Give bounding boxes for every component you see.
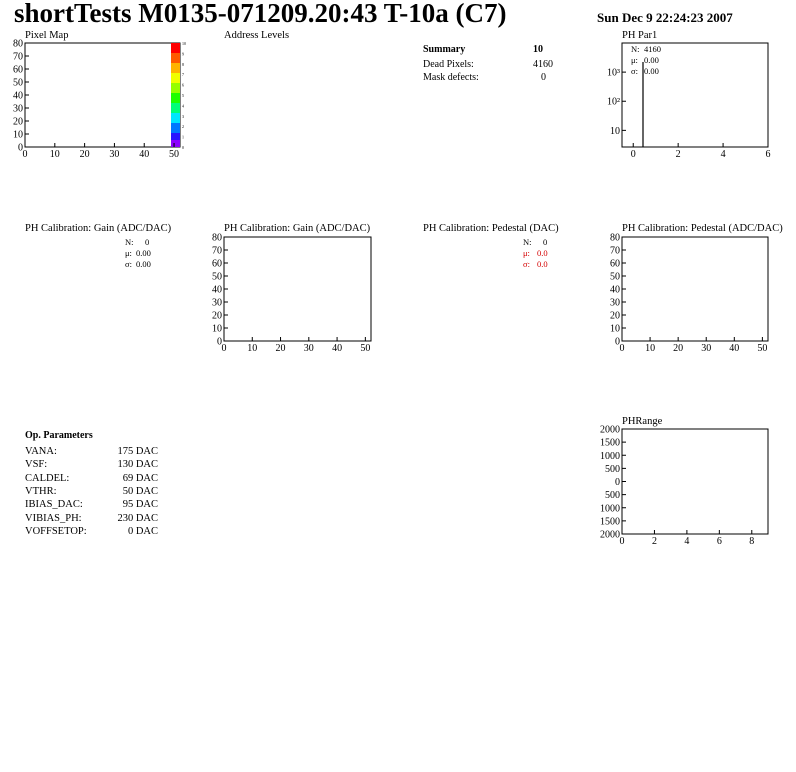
ph-par1-stat-sigma-label: σ: — [631, 66, 638, 76]
x-tick-label: 10 — [247, 343, 258, 354]
op-param-value: 50 DAC — [122, 485, 158, 497]
pedestal-stat-mu-label: μ: — [523, 248, 530, 258]
x-tick-label: 30 — [109, 149, 120, 160]
x-tick-label: 0 — [619, 536, 625, 547]
y-tick-label: 60 — [610, 258, 620, 270]
mask-defects-value: 0 — [541, 72, 546, 83]
x-tick-label: 0 — [619, 343, 625, 354]
y-tick-label: 50 — [13, 77, 23, 89]
gain-map-chart — [200, 230, 400, 356]
y-tick-label: 2000 — [600, 424, 620, 436]
ph-par1-title: PH Par1 — [622, 30, 658, 41]
ph-par1-stat-n-value: 4160 — [644, 44, 661, 54]
x-tick-label: 10 — [49, 149, 60, 160]
x-tick-label: 40 — [139, 149, 150, 160]
colorbar-label: 10 — [182, 41, 186, 46]
y-tick-label: 1000 — [600, 503, 620, 515]
y-tick-label: 70 — [212, 245, 222, 257]
x-tick-label: 40 — [729, 343, 740, 354]
y-tick-label: 20 — [13, 116, 23, 128]
dead-pixels-value: 4160 — [533, 59, 553, 70]
ph-range-frame — [622, 429, 768, 534]
y-tick-label: 60 — [212, 258, 222, 270]
ph-par1-stat-mu-value: 0.00 — [644, 55, 659, 65]
gain-hist-title: PH Calibration: Gain (ADC/DAC) — [25, 223, 172, 234]
y-tick-label: 0 — [615, 477, 620, 488]
x-tick-label: 10 — [645, 343, 656, 354]
y-tick-label: 2000 — [600, 529, 620, 541]
pedestal-map-frame — [622, 237, 768, 341]
x-tick-label: 20 — [673, 343, 684, 354]
x-tick-label: 30 — [303, 343, 314, 354]
op-param-value: 0 DAC — [127, 525, 158, 537]
colorbar-label: 4 — [182, 103, 184, 109]
x-tick-label: 0 — [221, 343, 227, 354]
op-params-title: Op. Parameters — [25, 430, 93, 441]
y-tick-label: 10 — [13, 129, 23, 141]
y-tick-label: 70 — [610, 245, 620, 257]
gain-stat-mu-label: μ: — [125, 248, 132, 258]
x-tick-label: 50 — [757, 343, 768, 354]
op-param-label: VTHR: — [25, 485, 57, 497]
x-tick-label: 40 — [332, 343, 343, 354]
y-tick-label: 30 — [610, 297, 620, 309]
op-param-label: CALDEL: — [25, 472, 70, 484]
op-param-value: 230 DAC — [117, 512, 158, 524]
y-tick-label: 20 — [212, 310, 222, 322]
op-param-label: VSF: — [25, 459, 48, 471]
y-tick-label: 10 — [610, 323, 620, 335]
y-tick-label: 0 — [217, 336, 222, 348]
y-tick-label: 50 — [610, 271, 620, 283]
x-tick-label: 30 — [701, 343, 712, 354]
y-tick-label: 60 — [13, 64, 23, 76]
colorbar-label: 3 — [182, 113, 184, 119]
y-tick-label: 10² — [607, 96, 620, 108]
x-tick-label: 50 — [360, 343, 371, 354]
summary-value: 10 — [533, 44, 543, 55]
mask-defects-label: Mask defects: — [423, 72, 479, 83]
pedestal-stat-mu-value: 0.0 — [537, 248, 548, 258]
address-levels-title: Address Levels — [224, 30, 290, 41]
gain-map-frame — [224, 237, 371, 341]
pedestal-stat-sigma-value: 0.0 — [537, 259, 548, 269]
x-tick-label: 0 — [22, 149, 28, 160]
colorbar-label: 6 — [182, 82, 184, 88]
y-tick-label: 10 — [610, 125, 620, 137]
pixel-map-title: Pixel Map — [25, 30, 69, 41]
summary-title: Summary — [423, 44, 466, 55]
gain-stat-sigma-label: σ: — [125, 259, 132, 269]
op-param-value: 175 DAC — [117, 446, 158, 457]
dead-pixels-label: Dead Pixels: — [423, 59, 474, 70]
y-tick-label: 10³ — [607, 67, 620, 79]
y-tick-label: 1500 — [600, 516, 620, 528]
pedestal-stat-n-value: 0 — [543, 237, 548, 247]
y-tick-label: 80 — [212, 232, 222, 244]
y-tick-label: 500 — [605, 490, 620, 502]
y-tick-label: 500 — [605, 463, 620, 475]
ph-par1-stat-sigma-value: 0.00 — [644, 66, 659, 76]
x-tick-label: 6 — [765, 149, 771, 160]
ph-par1-stat-n-label: N: — [631, 44, 640, 54]
pixel-map-colorbar — [171, 43, 180, 147]
op-param-label: VANA: — [25, 446, 57, 457]
op-param-label: VOFFSETOP: — [25, 525, 87, 537]
y-tick-label: 80 — [13, 38, 23, 50]
x-tick-label: 6 — [716, 536, 722, 547]
y-tick-label: 70 — [13, 51, 23, 63]
ph-range-title: PHRange — [622, 416, 663, 427]
ph-par1-chart — [600, 36, 796, 162]
page-title: shortTests M0135-071209.20:43 T-10a (C7) — [14, 0, 507, 28]
x-tick-label: 0 — [630, 149, 636, 160]
colorbar-label: 0 — [182, 145, 184, 150]
colorbar-label: 1 — [182, 134, 184, 140]
y-tick-label: 0 — [18, 142, 23, 154]
x-tick-label: 4 — [720, 149, 726, 160]
op-param-value: 130 DAC — [117, 459, 158, 471]
pedestal-hist-title: PH Calibration: Pedestal (DAC) — [423, 223, 559, 234]
y-tick-label: 40 — [212, 284, 222, 296]
pedestal-stat-sigma-label: σ: — [523, 259, 530, 269]
y-tick-label: 80 — [610, 232, 620, 244]
gain-stat-sigma-value: 0.00 — [136, 259, 151, 269]
op-param-value: 69 DAC — [122, 472, 158, 484]
op-param-value: 95 DAC — [122, 499, 158, 511]
colorbar-label: 2 — [182, 124, 184, 130]
pedestal-map-title: PH Calibration: Pedestal (ADC/DAC) — [622, 223, 783, 234]
x-tick-label: 50 — [169, 149, 180, 160]
pedestal-map-chart — [598, 230, 796, 356]
pixel-map-frame — [25, 43, 180, 147]
y-tick-label: 20 — [610, 310, 620, 322]
ph-range-chart — [596, 422, 796, 548]
op-param-label: IBIAS_DAC: — [25, 499, 83, 511]
y-tick-label: 40 — [610, 284, 620, 296]
date-stamp: Sun Dec 9 22:24:23 2007 — [597, 10, 733, 25]
colorbar-label: 5 — [182, 93, 184, 98]
x-tick-label: 4 — [684, 536, 690, 547]
x-tick-label: 20 — [275, 343, 286, 354]
colorbar-label: 7 — [182, 72, 184, 78]
gain-map-title: PH Calibration: Gain (ADC/DAC) — [224, 223, 371, 234]
y-tick-label: 1000 — [600, 450, 620, 462]
pixel-map-chart — [0, 36, 200, 162]
x-tick-label: 8 — [749, 536, 755, 547]
y-tick-label: 40 — [13, 90, 23, 102]
op-param-label: VIBIAS_PH: — [25, 512, 82, 524]
pedestal-stat-n-label: N: — [523, 237, 532, 247]
colorbar-label: 8 — [182, 61, 184, 67]
y-tick-label: 0 — [615, 336, 620, 348]
x-tick-label: 2 — [651, 536, 657, 547]
gain-stat-n-value: 0 — [145, 237, 150, 247]
x-tick-label: 20 — [79, 149, 90, 160]
y-tick-label: 30 — [212, 297, 222, 309]
colorbar-label: 9 — [182, 51, 184, 57]
y-tick-label: 1500 — [600, 437, 620, 449]
gain-stat-n-label: N: — [125, 237, 134, 247]
y-tick-label: 10 — [212, 323, 222, 335]
x-tick-label: 2 — [675, 149, 681, 160]
ph-par1-stat-mu-label: μ: — [631, 55, 638, 65]
y-tick-label: 50 — [212, 271, 222, 283]
gain-stat-mu-value: 0.00 — [136, 248, 151, 258]
y-tick-label: 30 — [13, 103, 23, 115]
